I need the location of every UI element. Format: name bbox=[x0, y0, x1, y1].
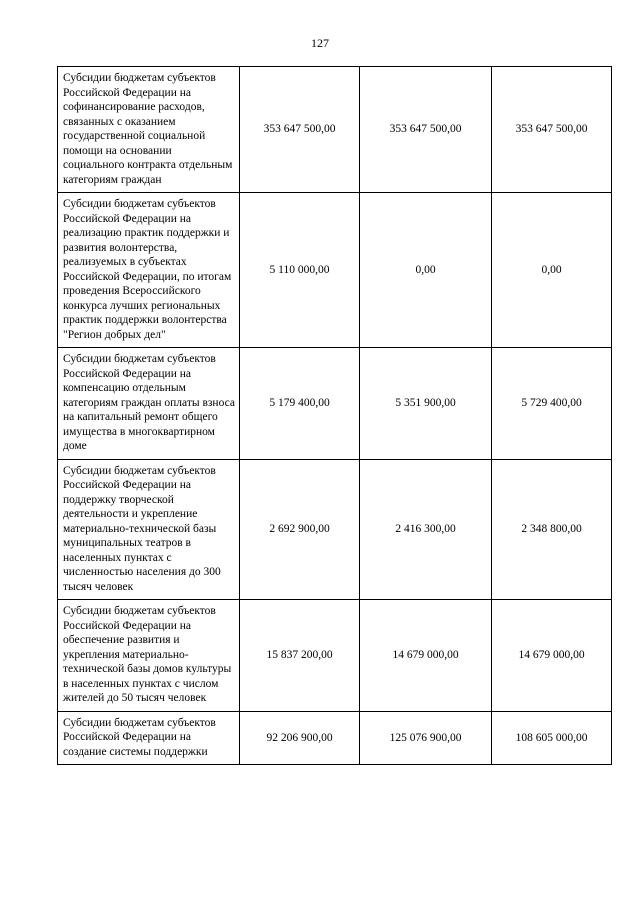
row-value-2: 353 647 500,00 bbox=[360, 67, 492, 193]
row-value-1: 5 110 000,00 bbox=[240, 193, 360, 348]
row-value-3: 2 348 800,00 bbox=[492, 459, 612, 600]
table-row bbox=[58, 711, 612, 765]
budget-table bbox=[57, 66, 612, 765]
row-description: Субсидии бюджетам субъектов Российской Федерации на софинансирование расходов, связанных с оказанием государственной социальной помощи на основании социального контракта отдельным категориям граждан bbox=[58, 67, 240, 193]
row-value-1: 92 206 900,00 bbox=[240, 711, 360, 765]
row-value-3: 5 729 400,00 bbox=[492, 348, 612, 460]
row-value-1: 2 692 900,00 bbox=[240, 459, 360, 600]
row-value-3: 0,00 bbox=[492, 193, 612, 348]
row-value-2: 2 416 300,00 bbox=[360, 459, 492, 600]
row-description: Субсидии бюджетам субъектов Российской Федерации на реализацию практик поддержки и развития волонтерства, реализуемых в субъектах Российской Федерации, по итогам проведения Всероссийского конкурса лучших региональных практик поддержки волонтерства "Регион добрых дел" bbox=[58, 193, 240, 348]
row-value-3: 14 679 000,00 bbox=[492, 600, 612, 712]
table-row bbox=[58, 600, 612, 712]
row-description: Субсидии бюджетам субъектов Российской Федерации на компенсацию отдельным категориям граждан оплаты взноса на капитальный ремонт общего имущества в многоквартирном доме bbox=[58, 348, 240, 460]
row-description: Субсидии бюджетам субъектов Российской Федерации на обеспечение развития и укрепления материально-технической базы домов культуры в населенных пунктах с числом жителей до 50 тысяч человек bbox=[58, 600, 240, 712]
row-value-2: 125 076 900,00 bbox=[360, 711, 492, 765]
table-row bbox=[58, 348, 612, 460]
page-number: 127 bbox=[311, 36, 329, 50]
table-row bbox=[58, 459, 612, 600]
row-value-3: 108 605 000,00 bbox=[492, 711, 612, 765]
row-value-2: 14 679 000,00 bbox=[360, 600, 492, 712]
row-value-3: 353 647 500,00 bbox=[492, 67, 612, 193]
table-row bbox=[58, 67, 612, 193]
row-description: Субсидии бюджетам субъектов Российской Федерации на поддержку творческой деятельности и укрепление материально-технической базы муниципальных театров в населенных пунктах с численностью населения до 300 тысяч человек bbox=[58, 459, 240, 600]
row-value-1: 353 647 500,00 bbox=[240, 67, 360, 193]
row-value-1: 5 179 400,00 bbox=[240, 348, 360, 460]
table-row bbox=[58, 193, 612, 348]
row-value-2: 0,00 bbox=[360, 193, 492, 348]
row-value-1: 15 837 200,00 bbox=[240, 600, 360, 712]
row-value-2: 5 351 900,00 bbox=[360, 348, 492, 460]
row-description: Субсидии бюджетам субъектов Российской Федерации на создание системы поддержки bbox=[58, 711, 240, 765]
